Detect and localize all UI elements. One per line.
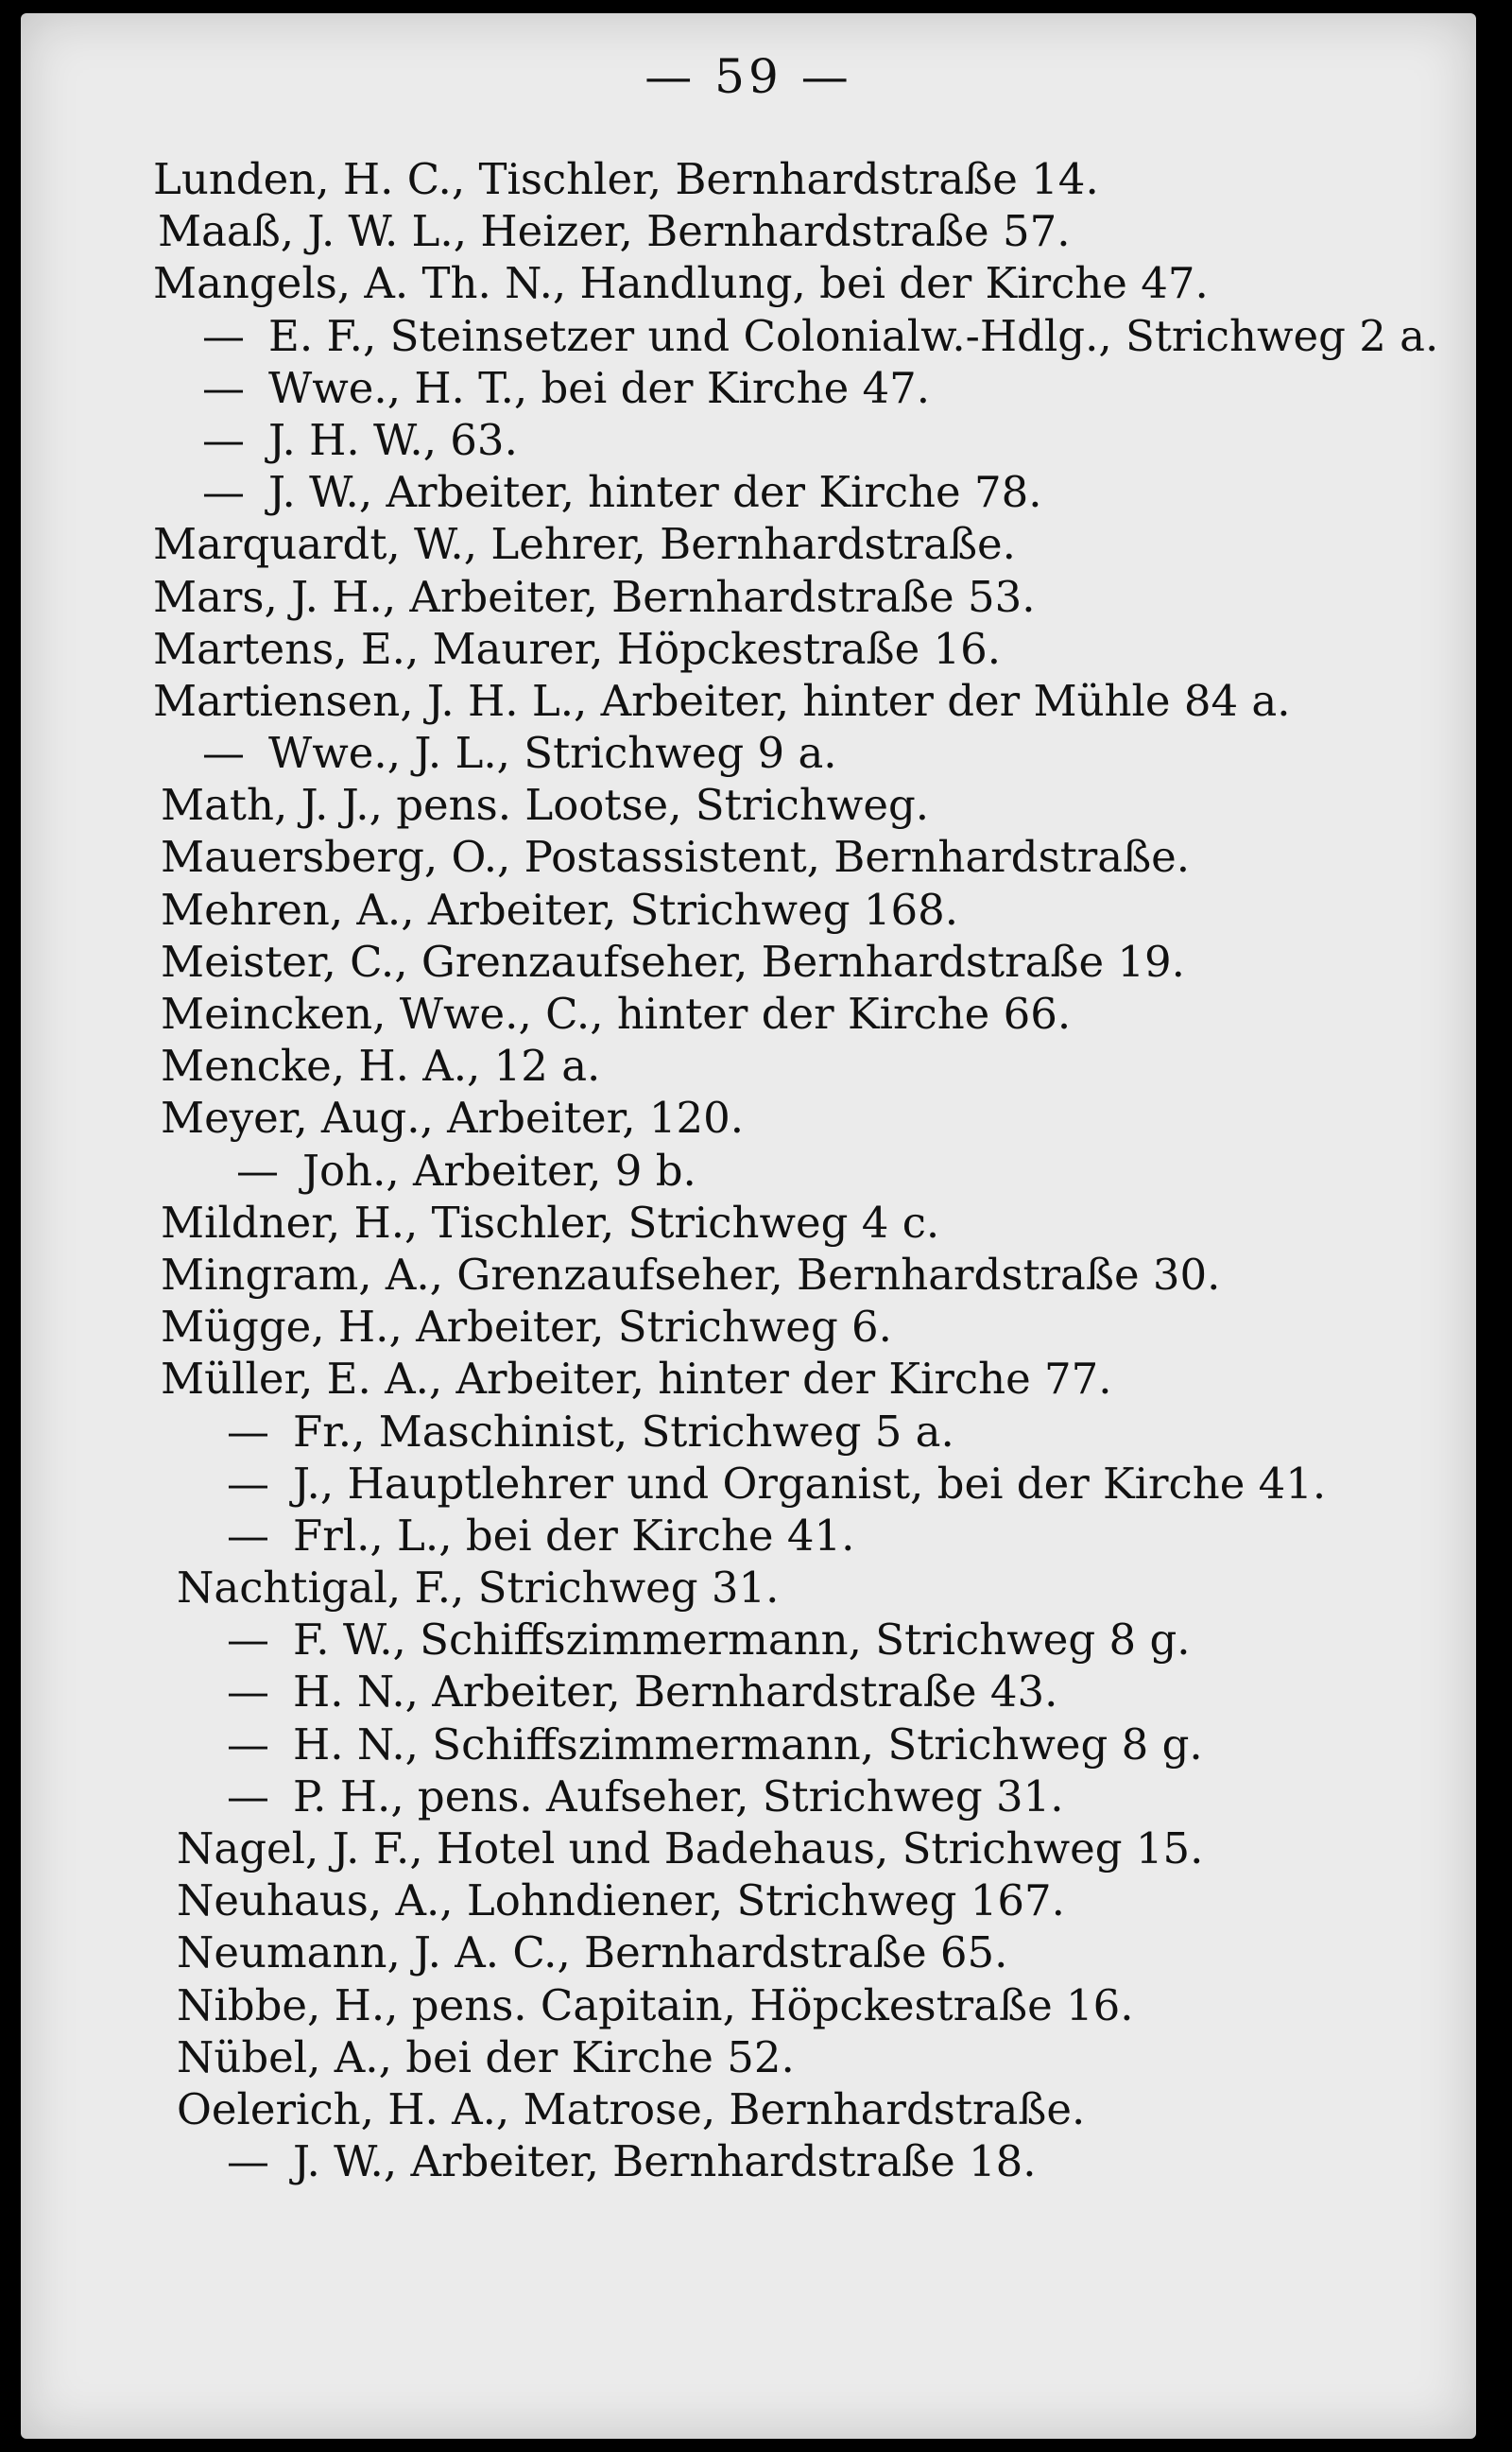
directory-entry: [21, 1353, 1476, 1405]
directory-entry: [21, 2031, 1476, 2083]
entry-text: F. W., Schiffszimmermann, Strichweg 8 g.: [293, 1615, 1191, 1666]
entry-text: Martens, E., Maurer, Höpckestraße 16.: [153, 623, 1002, 674]
entry-text: Maaß, J. W. L., Heizer, Bernhardstraße 57.: [158, 206, 1071, 257]
entry-text: Oelerich, H. A., Matrose, Bernhardstraße.: [177, 2083, 1086, 2134]
entry-text: Mügge, H., Arbeiter, Strichweg 6.: [161, 1302, 892, 1353]
directory-entry: [21, 1040, 1476, 1092]
directory-entry: [21, 2083, 1476, 2135]
continuation-dash: —: [227, 1666, 269, 1718]
directory-entry: [21, 466, 1476, 518]
directory-entry: [21, 310, 1476, 362]
directory-entry: [21, 571, 1476, 623]
directory-entry: [21, 1770, 1476, 1822]
directory-entry: [21, 727, 1476, 779]
directory-entry: [21, 518, 1476, 570]
continuation-dash: —: [227, 1718, 269, 1770]
document-page: [21, 13, 1476, 2439]
continuation-dash: —: [202, 362, 245, 413]
entry-text: Meister, C., Grenzaufseher, Bernhardstraße 19.: [161, 936, 1185, 987]
continuation-dash: —: [236, 1145, 279, 1196]
continuation-dash: —: [202, 467, 245, 518]
directory-entry: [21, 831, 1476, 883]
entry-text: Math, J. J., pens. Lootse, Strichweg.: [161, 780, 930, 831]
directory-entry: [21, 362, 1476, 414]
entry-text: Wwe., J. L., Strichweg 9 a.: [268, 728, 837, 779]
entry-text: Mars, J. H., Arbeiter, Bernhardstraße 53.: [153, 571, 1036, 622]
directory-entry: [21, 1718, 1476, 1770]
entry-text: Fr., Maschinist, Strichweg 5 a.: [293, 1406, 954, 1457]
continuation-dash: —: [227, 1770, 269, 1822]
continuation-dash: —: [227, 1406, 269, 1457]
continuation-dash: —: [227, 1615, 269, 1666]
directory-entry: [21, 675, 1476, 727]
entry-text: Meincken, Wwe., C., hinter der Kirche 66.: [161, 989, 1072, 1039]
entry-text: Neuhaus, A., Lohndiener, Strichweg 167.: [177, 1875, 1065, 1926]
directory-entry: [21, 1666, 1476, 1718]
entry-text: Mingram, A., Grenzaufseher, Bernhardstraße 30.: [161, 1249, 1221, 1300]
entry-text: Martiensen, J. H. L., Arbeiter, hinter der Mühle 84 a.: [153, 675, 1291, 726]
directory-entry: [21, 1197, 1476, 1249]
entry-text: Mencke, H. A., 12 a.: [161, 1041, 601, 1092]
entry-text: J. H. W., 63.: [268, 414, 518, 465]
entry-text: Nübel, A., bei der Kirche 52.: [177, 2031, 795, 2082]
entry-text: Lunden, H. C., Tischler, Bernhardstraße 14.: [153, 154, 1099, 204]
entry-text: Neumann, J. A. C., Bernhardstraße 65.: [177, 1927, 1008, 1978]
directory-entry: [21, 2135, 1476, 2187]
entry-text: J., Hauptlehrer und Organist, bei der Kirche 41.: [293, 1458, 1327, 1509]
directory-entry-list: [21, 153, 1476, 2187]
directory-entry: [21, 779, 1476, 831]
directory-entry: [21, 1562, 1476, 1614]
directory-entry: [21, 884, 1476, 936]
directory-entry: [21, 988, 1476, 1040]
directory-entry: [21, 1458, 1476, 1510]
directory-entry: [21, 623, 1476, 675]
directory-entry: [21, 1874, 1476, 1926]
directory-entry: [21, 1249, 1476, 1301]
page-number: — 59 —: [644, 49, 852, 104]
continuation-dash: —: [227, 2136, 269, 2187]
directory-entry: [21, 153, 1476, 205]
entry-text: Meyer, Aug., Arbeiter, 120.: [161, 1093, 745, 1144]
entry-text: P. H., pens. Aufseher, Strichweg 31.: [293, 1770, 1064, 1822]
directory-entry: [21, 936, 1476, 988]
directory-entry: [21, 1510, 1476, 1562]
continuation-dash: —: [202, 728, 245, 779]
entry-text: Wwe., H. T., bei der Kirche 47.: [268, 362, 931, 413]
entry-text: J. W., Arbeiter, Bernhardstraße 18.: [293, 2136, 1037, 2187]
directory-entry: [21, 1301, 1476, 1353]
entry-text: H. N., Schiffszimmermann, Strichweg 8 g.: [293, 1718, 1203, 1770]
directory-entry: [21, 1614, 1476, 1666]
directory-entry: [21, 1145, 1476, 1197]
entry-text: Mangels, A. Th. N., Handlung, bei der Kirche 47.: [153, 258, 1209, 309]
directory-entry: [21, 1092, 1476, 1144]
continuation-dash: —: [227, 1458, 269, 1509]
entry-text: Nagel, J. F., Hotel und Badehaus, Strichweg 15.: [177, 1823, 1204, 1874]
entry-text: E. F., Steinsetzer und Colonialw.-Hdlg., Strichweg 2 a.: [268, 310, 1439, 361]
entry-text: H. N., Arbeiter, Bernhardstraße 43.: [293, 1666, 1058, 1718]
directory-entry: [21, 1822, 1476, 1874]
entry-text: Mauersberg, O., Postassistent, Bernhardstraße.: [161, 832, 1191, 883]
entry-text: Nibbe, H., pens. Capitain, Höpckestraße 16.: [177, 1979, 1134, 2030]
directory-entry: [21, 205, 1476, 257]
continuation-dash: —: [202, 310, 245, 361]
continuation-dash: —: [202, 414, 245, 465]
directory-entry: [21, 414, 1476, 466]
continuation-dash: —: [227, 1510, 269, 1561]
directory-entry: [21, 1979, 1476, 2031]
entry-text: Joh., Arbeiter, 9 b.: [302, 1145, 696, 1196]
entry-text: Müller, E. A., Arbeiter, hinter der Kirche 77.: [161, 1354, 1112, 1405]
entry-text: Marquardt, W., Lehrer, Bernhardstraße.: [153, 519, 1016, 570]
entry-text: J. W., Arbeiter, hinter der Kirche 78.: [268, 467, 1042, 518]
directory-entry: [21, 1406, 1476, 1458]
directory-entry: [21, 1926, 1476, 1978]
entry-text: Frl., L., bei der Kirche 41.: [293, 1510, 855, 1561]
entry-text: Nachtigal, F., Strichweg 31.: [177, 1563, 780, 1614]
entry-text: Mehren, A., Arbeiter, Strichweg 168.: [161, 884, 959, 935]
directory-entry: [21, 257, 1476, 309]
entry-text: Mildner, H., Tischler, Strichweg 4 c.: [161, 1197, 940, 1248]
